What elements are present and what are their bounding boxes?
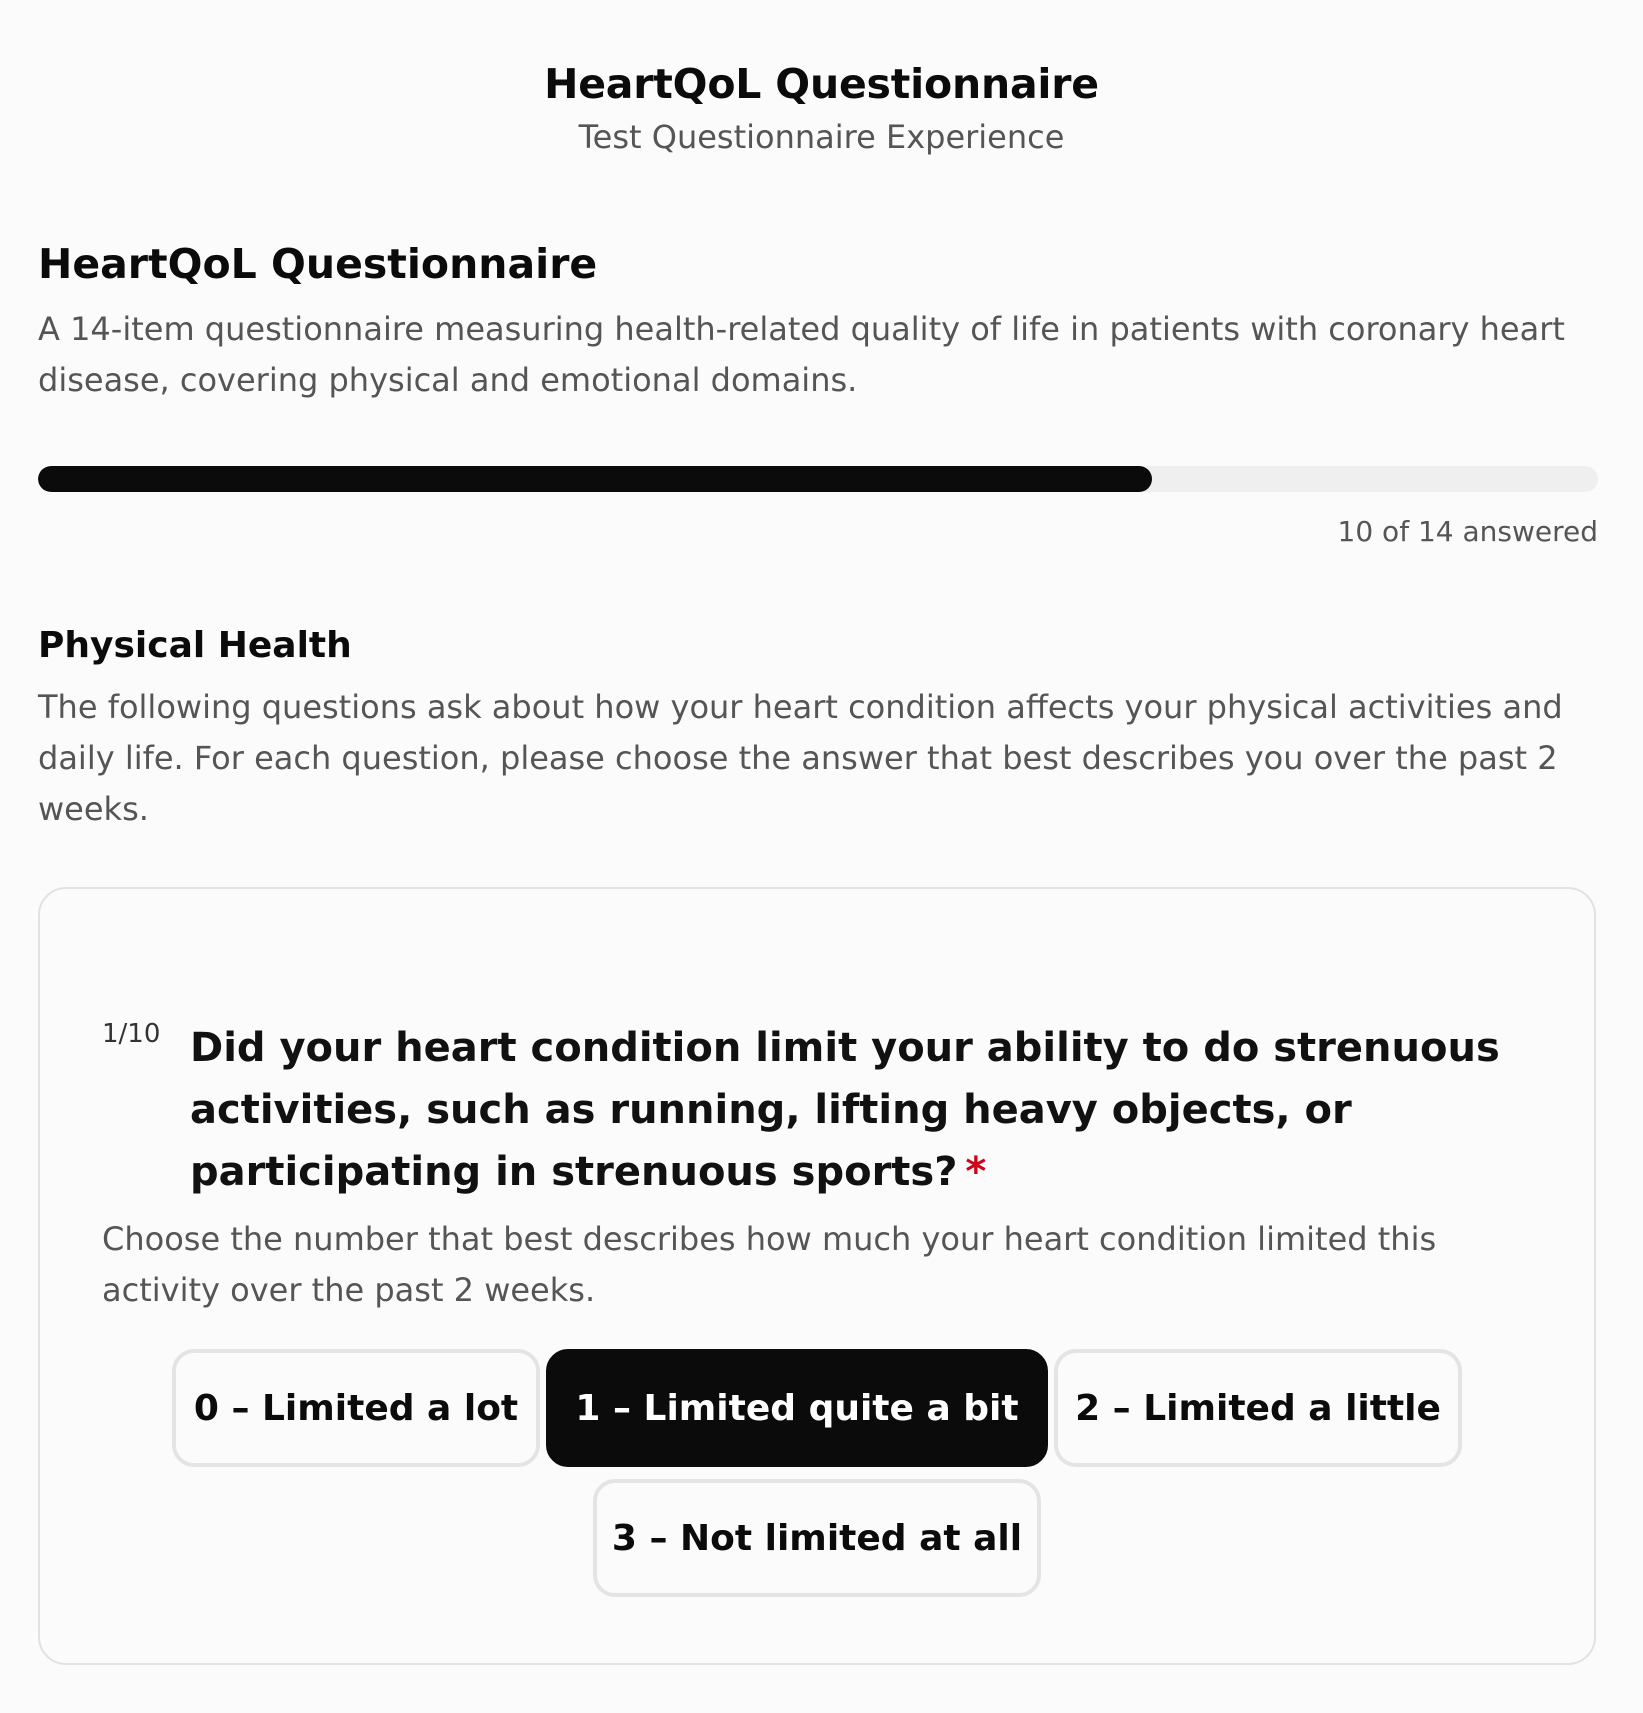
- question-help-text: Choose the number that best describes how much your heart condition limited this activity over the past 2 weeks.: [102, 1220, 1437, 1309]
- questionnaire-description: A 14-item questionnaire measuring health-related quality of life in patients with coronary heart disease, covering physical and emotional domains.: [38, 310, 1565, 399]
- questionnaire-content: [38, 236, 1598, 835]
- app-subtitle: Test Questionnaire Experience: [578, 118, 1065, 156]
- option-limited-a-lot-button[interactable]: 0 – Limited a lot: [172, 1349, 540, 1467]
- question-number: 1/10: [102, 1019, 161, 1049]
- section-description: The following questions ask about how your heart condition affects your physical activities and daily life. For each question, please choose the answer that best describes you over the past 2 weeks.: [38, 688, 1563, 828]
- option-not-limited-at-all-button[interactable]: 3 – Not limited at all: [593, 1479, 1041, 1597]
- question-card: [38, 887, 1596, 1665]
- answer-options-row: [40, 1479, 1594, 1597]
- answer-options: [40, 1349, 1594, 1597]
- option-limited-a-little-button[interactable]: 2 – Limited a little: [1054, 1349, 1462, 1467]
- option-limited-quite-a-bit-button[interactable]: 1 – Limited quite a bit: [546, 1349, 1048, 1467]
- question-text: Did your heart condition limit your ability to do strenuous activities, such as running, lifting heavy objects, or participating in strenuous sports?: [190, 1025, 1500, 1195]
- required-marker: *: [965, 1149, 987, 1195]
- progress-bar: [38, 466, 1598, 492]
- app-header: [0, 0, 1643, 158]
- question-text-wrapper: [190, 1017, 1502, 1203]
- questionnaire-title: HeartQoL Questionnaire: [38, 240, 598, 288]
- progress-label: 10 of 14 answered: [1337, 515, 1598, 548]
- question-header: [102, 1017, 1502, 1203]
- section-title: Physical Health: [38, 625, 352, 666]
- answer-options-row: [40, 1349, 1594, 1467]
- progress-bar-fill: [38, 466, 1152, 492]
- app-title: HeartQoL Questionnaire: [544, 60, 1099, 108]
